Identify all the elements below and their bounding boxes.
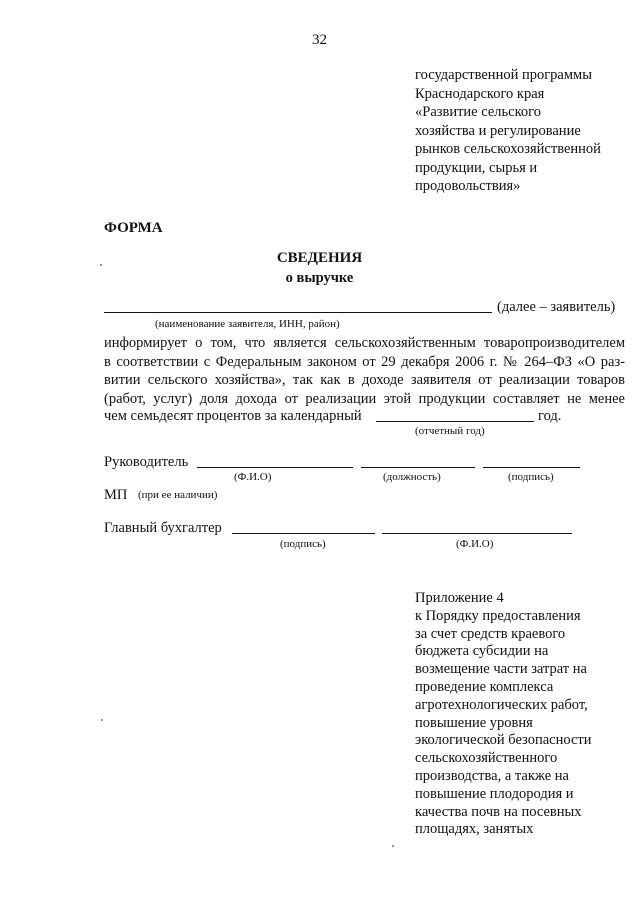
applicant-caption: (наименование заявителя, ИНН, район) (155, 318, 340, 330)
head-signature-caption: (подпись) (508, 471, 554, 483)
head-name-caption: (Ф.И.О) (234, 471, 272, 483)
body-line: в соответствии с Федеральным законом от 29 декабря 2006 г. № 264–ФЗ «О раз- (104, 353, 625, 370)
program-reference-line: продовольствия» (415, 178, 521, 194)
appendix-line: повышение уровня (415, 714, 533, 731)
body-line: (работ, услуг) доля дохода от реализации этой продукции составляет не менее (104, 390, 625, 407)
scan-speck (100, 264, 102, 266)
program-reference (415, 66, 630, 196)
body-last-line-end: год. (538, 408, 562, 424)
appendix-line: повышение плодородия и (415, 785, 574, 802)
program-reference-line: продукции, сырья и (415, 159, 538, 176)
head-signature-line[interactable] (483, 467, 580, 468)
program-reference-line: рынков сельскохозяйственной (415, 141, 601, 157)
applicant-suffix: (далее – заявитель) (497, 299, 616, 315)
head-name-line[interactable] (197, 467, 353, 468)
stamp-note: (при ее наличии) (138, 489, 218, 501)
body-paragraph (104, 334, 625, 408)
appendix-reference (415, 590, 630, 839)
form-label: ФОРМА (104, 220, 163, 236)
appendix-line: за счет средств краевого (415, 625, 566, 642)
accountant-name-caption: (Ф.И.О) (456, 538, 494, 550)
program-reference-line: хозяйства и регулирование (415, 122, 581, 139)
program-reference-line: Краснодарского края (415, 85, 545, 102)
stamp-label: МП (104, 487, 128, 503)
document-subtitle: о выручке (285, 270, 354, 286)
appendix-line: к Порядку предоставления (415, 607, 581, 624)
program-reference-line: государственной программы (415, 67, 592, 83)
head-position-caption: (должность) (383, 471, 441, 483)
accountant-name-line[interactable] (382, 533, 572, 534)
appendix-line: возмещение части затрат на (415, 661, 587, 678)
body-last-line-start: чем семьдесят процентов за календарный (104, 408, 362, 424)
body-line: витии сельского хозяйства», так как в доходе заявителя от реализации товаров (104, 372, 625, 388)
appendix-line: агротехнологических работ, (415, 696, 588, 713)
accountant-signature-line[interactable] (232, 533, 375, 534)
reporting-year-line[interactable] (376, 421, 534, 422)
document-title: СВЕДЕНИЯ (276, 250, 363, 266)
scan-speck (101, 719, 103, 721)
appendix-line: экологической безопасности (415, 732, 592, 749)
program-reference-line: «Развитие сельского (415, 104, 541, 120)
appendix-line: производства, а также на (415, 767, 569, 784)
body-line: информирует о том, что является сельскохозяйственным товаропроизводителем (104, 335, 625, 351)
appendix-line: сельскохозяйственного (415, 750, 558, 767)
accountant-label: Главный бухгалтер (104, 520, 222, 536)
scan-speck (392, 845, 394, 847)
reporting-year-caption: (отчетный год) (415, 425, 485, 437)
appendix-line: качества почв на посевных (415, 803, 582, 820)
appendix-line: проведение комплекса (415, 678, 554, 695)
page-number: 32 (312, 32, 327, 48)
appendix-line: Приложение 4 (415, 590, 504, 606)
accountant-signature-caption: (подпись) (280, 538, 326, 550)
applicant-name-line[interactable] (104, 312, 492, 313)
head-position-line[interactable] (361, 467, 475, 468)
head-label: Руководитель (104, 454, 189, 470)
appendix-line: бюджета субсидии на (415, 643, 549, 660)
appendix-line: площадях, занятых (415, 821, 534, 838)
